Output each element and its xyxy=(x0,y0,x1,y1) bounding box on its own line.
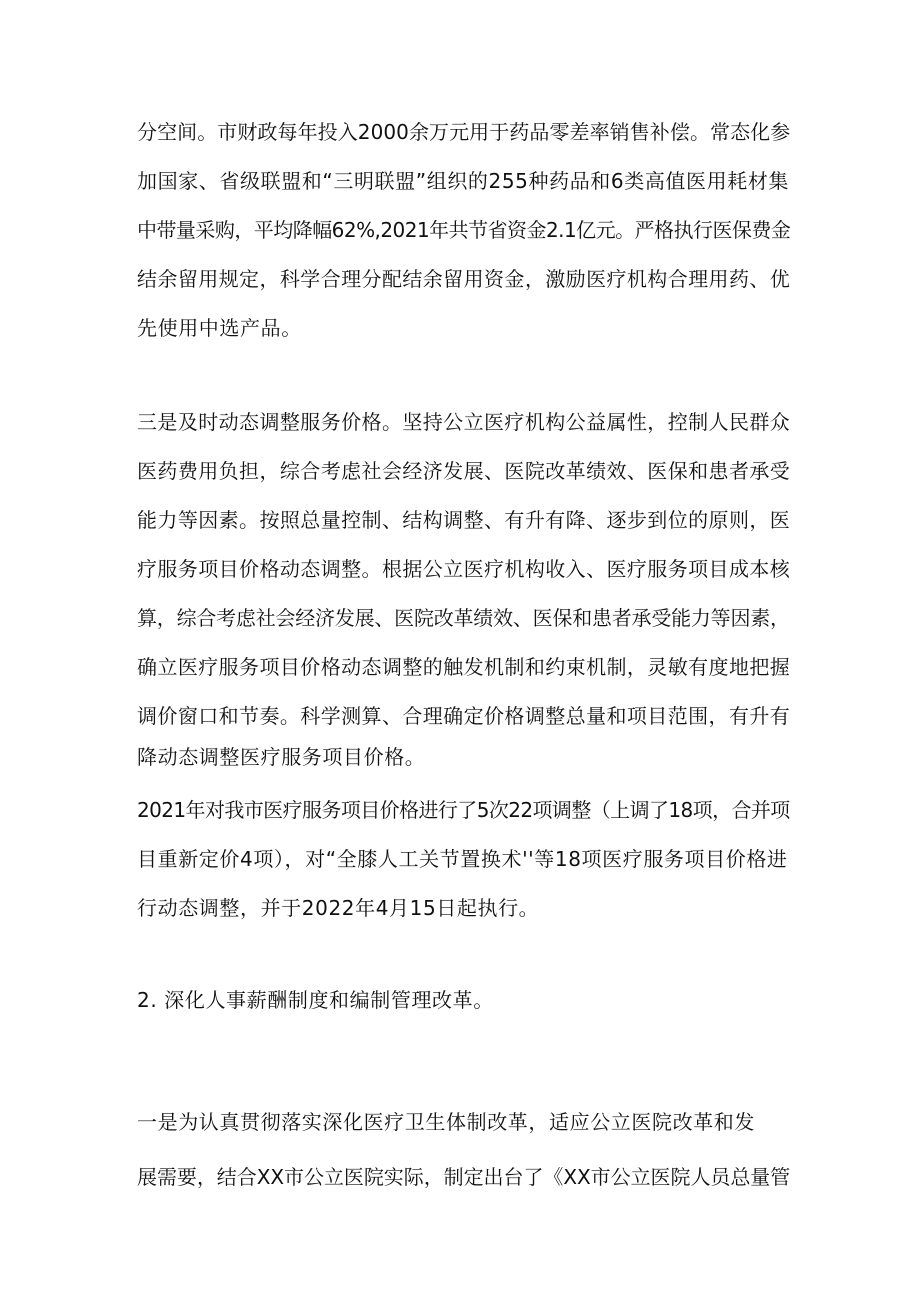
paragraph-2-line-7: 调价窗口和节奏。科学测算、合理确定价格调整总量和项目范围，有升有 xyxy=(137,704,791,728)
paragraph-3-line-1: 2021年对我市医疗服务项目价格进行了5次22项调整（上调了18项，合并项 xyxy=(137,798,790,822)
paragraph-1-line-1: 分空间。市财政每年投入2000余万元用于药品零差率销售补偿。常态化参 xyxy=(137,120,791,144)
paragraph-1-line-4: 结余留用规定，科学合理分配结余留用资金，激励医疗机构合理用药、优 xyxy=(137,267,791,291)
paragraph-2-line-4: 疗服务项目价格动态调整。根据公立医疗机构收入、医疗服务项目成本核 xyxy=(137,557,791,581)
paragraph-4-line-1: 一是为认真贯彻落实深化医疗卫生体制改革，适应公立医院改革和发 xyxy=(137,1110,755,1134)
paragraph-4-line-2: 展需要，结合XX市公立医院实际，制定出台了《XX市公立医院人员总量管 xyxy=(137,1165,791,1189)
paragraph-2-line-6: 确立医疗服务项目价格动态调整的触发机制和约束机制，灵敏有度地把握 xyxy=(137,655,791,679)
paragraph-2-line-1: 三是及时动态调整服务价格。坚持公立医疗机构公益属性，控制人民群众 xyxy=(137,410,791,434)
paragraph-1-line-3: 中带量采购，平均降幅62%,2021年共节省资金2.1亿元。严格执行医保费金 xyxy=(137,218,791,242)
paragraph-2-line-5: 算，综合考虑社会经济发展、医院改革绩效、医保和患者承受能力等因素， xyxy=(137,606,790,630)
paragraph-1-line-5: 先使用中选产品。 xyxy=(137,316,302,340)
paragraph-1-line-2: 加国家、省级联盟和“三明联盟”组织的255种药品和6类高值医用耗材集 xyxy=(137,169,790,193)
paragraph-2-line-2: 医药费用负担，综合考虑社会经济发展、医院改革绩效、医保和患者承受 xyxy=(137,459,791,483)
section-heading-2: 2. 深化人事薪酬制度和编制管理改革。 xyxy=(137,988,494,1012)
paragraph-2-line-8: 降动态调整医疗服务项目价格。 xyxy=(137,745,426,769)
paragraph-3-line-3: 行动态调整，并于2022年4月15日起执行。 xyxy=(137,896,540,920)
paragraph-2-line-3: 能力等因素。按照总量控制、结构调整、有升有降、逐步到位的原则，医 xyxy=(137,508,791,532)
paragraph-3-line-2: 目重新定价4项），对“全膝人工关节置换术''等18项医疗服务项目价格进 xyxy=(137,847,788,871)
